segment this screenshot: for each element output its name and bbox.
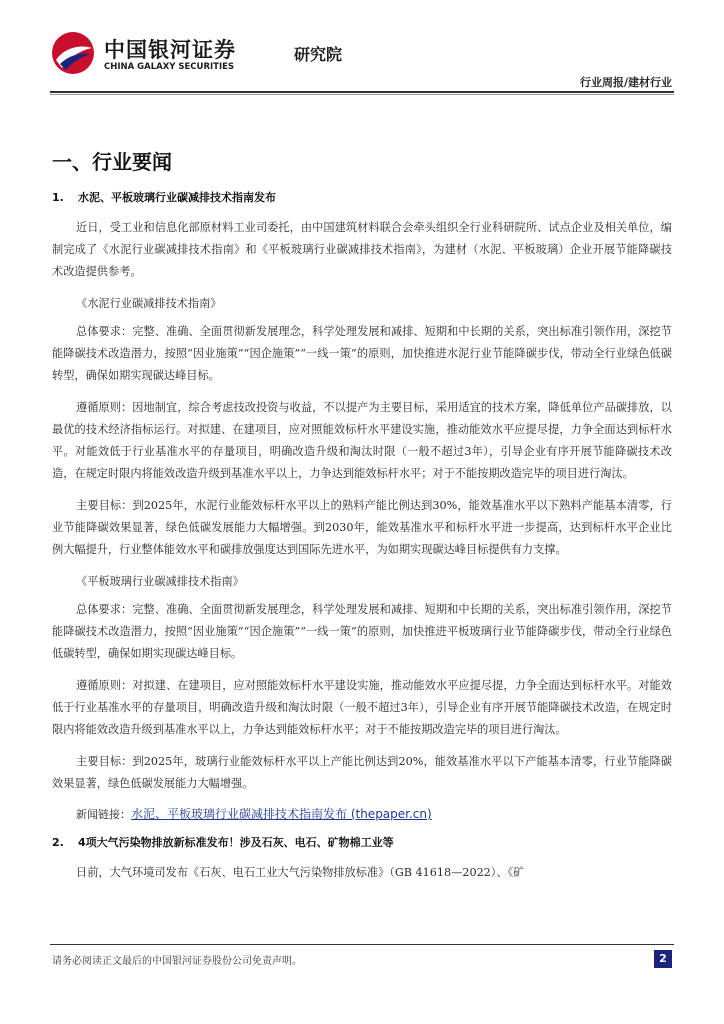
main-content bbox=[52, 146, 672, 894]
institute-label: 研究院 bbox=[294, 45, 343, 64]
logo-chinese-name: 中国银河证券 bbox=[104, 38, 236, 62]
paragraph: 总体要求：完整、准确、全面贯彻新发展理念，科学处理发展和减排、短期和中长期的关系，突出标准引领作用，深挖节能降碳技术改造潜力，按照“因业施策”“因企施策”“一线一策”的原则，加快推进水泥行业节能降碳步伐，带动全行业绿色低碳转型，确保如期实现碳达峰目标。 bbox=[52, 325, 672, 382]
item-heading-1 bbox=[52, 189, 672, 205]
logo-english-name: CHINA GALAXY SECURITIES bbox=[104, 62, 235, 72]
item-title: 4项大气污染物排放新标准发布！涉及石灰、电石、矿物棉工业等 bbox=[78, 836, 394, 849]
galaxy-logo-icon bbox=[50, 30, 96, 76]
page-number: 2 bbox=[654, 950, 672, 968]
paragraph: 日前，大气环境司发布《石灰、电石工业大气污染物排放标准》（GB 41618—2022）、《矿 bbox=[76, 866, 525, 879]
news-link-label: 新闻链接： bbox=[76, 808, 131, 821]
section-title: 一、行业要闻 bbox=[52, 150, 172, 174]
item-number: 2. bbox=[52, 836, 64, 849]
report-type: 行业周报/建材行业 bbox=[579, 76, 672, 89]
paragraph: 遵循原则：因地制宜，综合考虑技改投资与收益，不以提产为主要目标，采用适宜的技术方案，降低单位产品碳排放，以最优的技术经济指标运行。对拟建、在建项目，应对照能效标杆水平建设实施，推动能效水平应提尽提，力争全面达到标杆水平。对能效低于行业基准水平的存量项目，明确改造升级和淘汰时限（一般不超过3年），引导企业有序开展节能降碳技术改造，在规定时限内将能效改造升级到基准水平以上，力争达到能效标杆水平；对于不能按期改造完毕的项目进行淘汰。 bbox=[52, 401, 672, 480]
item-heading-2 bbox=[52, 834, 672, 850]
company-logo bbox=[50, 28, 343, 76]
news-link[interactable]: 水泥、平板玻璃行业碳减排技术指南发布 (thepaper.cn) bbox=[131, 807, 432, 821]
paragraph: 总体要求：完整、准确、全面贯彻新发展理念，科学处理发展和减排、短期和中长期的关系，突出标准引领作用，深挖节能降碳技术改造潜力，按照“因业施策”“因企施策”“一线一策”的原则，加快推进平板玻璃行业节能降碳步伐，带动全行业绿色低碳转型，确保如期实现碳达峰目标。 bbox=[52, 603, 672, 660]
header-divider-thin bbox=[50, 94, 674, 95]
subheading: 《平板玻璃行业碳减排技术指南》 bbox=[76, 575, 244, 588]
paragraph: 主要目标：到2025年，玻璃行业能效标杆水平以上产能比例达到20%，能效基准水平以下产能基本清零，行业节能降碳效果显著，绿色低碳发展能力大幅增强。 bbox=[52, 755, 672, 790]
item-number: 1. bbox=[52, 191, 64, 204]
paragraph: 近日，受工业和信息化部原材料工业司委托，由中国建筑材料联合会牵头组织全行业科研院所、试点企业及相关单位，编制完成了《水泥行业碳减排技术指南》和《平板玻璃行业碳减排技术指南》，为建材（水泥、平板玻璃）企业开展节能降碳技术改造提供参考。 bbox=[52, 221, 672, 278]
subheading: 《水泥行业碳减排技术指南》 bbox=[76, 297, 222, 310]
footer-divider bbox=[50, 944, 674, 945]
item-title: 水泥、平板玻璃行业碳减排技术指南发布 bbox=[78, 191, 276, 204]
footer-disclaimer: 请务必阅读正文最后的中国银河证券股份公司免责声明。 bbox=[52, 956, 302, 967]
header-divider bbox=[50, 91, 674, 93]
paragraph: 主要目标：到2025年，水泥行业能效标杆水平以上的熟料产能比例达到30%，能效基准水平以下熟料产能基本清零，行业节能降碳效果显著，绿色低碳发展能力大幅增强。到2030年，能效基准水平和标杆水平进一步提高，达到标杆水平企业比例大幅提升，行业整体能效水平和碳排放强度达到国际先进水平，为如期实现碳达峰目标提供有力支撑。 bbox=[52, 499, 672, 556]
news-link-row bbox=[76, 805, 672, 822]
paragraph: 遵循原则：对拟建、在建项目，应对照能效标杆水平建设实施，推动能效水平应提尽提，力争全面达到标杆水平。对能效低于行业基准水平的存量项目，明确改造升级和淘汰时限（一般不超过3年），引导企业有序开展节能降碳技术改造，在规定时限内将能效改造升级到基准水平以上，力争达到能效标杆水平；对于不能按期改造完毕的项目进行淘汰。 bbox=[52, 679, 672, 736]
